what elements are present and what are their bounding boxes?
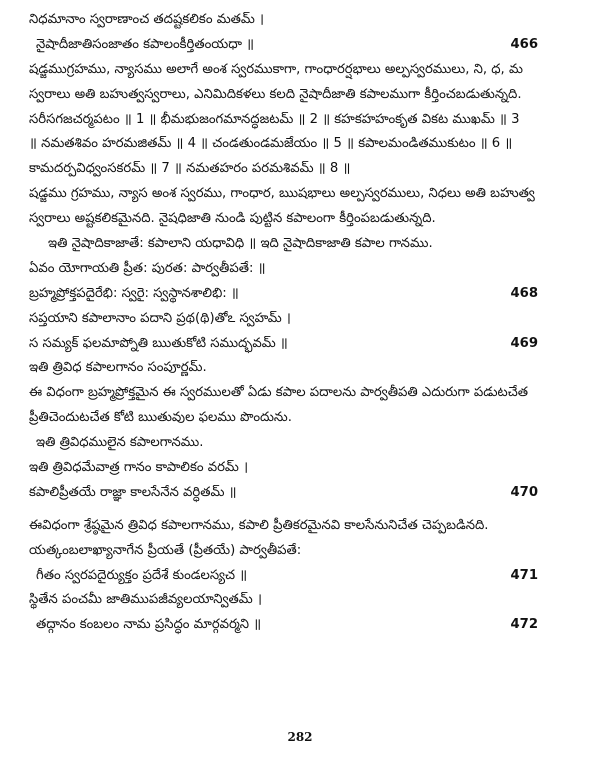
- verse-line: [0, 332, 600, 357]
- line-text: కామదర్పవిధ్వంసకరమ్ ॥ 7 ॥ నమతహరం పరమశివమ్ ॥ 8 ॥: [29, 161, 351, 177]
- line-text: సరీసగజచర్మపటం ॥ 1 ॥ భీమభుజంగమానద్ధజటమ్ ॥ 2 ॥ కహకహహంకృత వికట ముఖమ్ ॥ 3: [29, 111, 520, 127]
- text-line: [0, 157, 600, 182]
- text-line: [0, 381, 600, 406]
- verse-number: 469: [510, 335, 538, 351]
- verse-line: [0, 282, 600, 307]
- line-text: ఈ విధంగా బ్రహ్మప్రోక్తమైన ఈ స్వరములతో ఏడు కపాల పదాలను పార్వతీపతి ఎదురుగా పడుటచేత: [29, 385, 529, 401]
- text-line: [0, 207, 600, 232]
- line-text: ప్రీతిచెందుటచేత కోటి ఋతువుల ఫలము పొందును.: [29, 410, 292, 426]
- line-text: సప్తయాని కపాలానాం పదాని ప్రథ(థి)తోఽ స్వహమ్ ।: [29, 310, 291, 326]
- line-text: ॥ నమతశివం హరమజితమ్ ॥ 4 ॥ చండతుండమజేయం ॥ 5 ॥ కపాలమండితముకుటం ॥ 6 ॥: [29, 136, 513, 152]
- line-text: షడ్జముగ్రహము, న్యాసము అలాగే అంశ స్వరముకాగా, గాంధారర్షభాలు అల్పస్వరములు, ని, ధ, మ: [29, 61, 523, 77]
- line-text: ఇతి త్రివిధ కపాలగానం సంపూర్ణమ్.: [29, 360, 207, 376]
- line-text: ఇతి త్రివిధమేవాత్ర గానం కాపాలికం వరమ్ ।: [29, 460, 249, 476]
- line-text: ఈవిధంగా శ్రేష్ఠమైన త్రివిధ కపాలగానము, కపాలి ప్రీతికరమైనవి కాలసేనునిచేత చెప్పబడినది.: [29, 517, 489, 533]
- text-line: [0, 307, 600, 332]
- line-text: స్వరాలు అతి బహుత్వస్వరాలు, ఎనిమిదికళలు కలది నైషాదీజాతి కపాలముగా కీర్తించబడుతున్నది.: [29, 86, 522, 102]
- text-line: [0, 232, 600, 257]
- line-text: గీతం స్వరపదైర్యుక్తం ప్రదేశే కుండలస్యచ ॥: [36, 567, 248, 583]
- text-line: [0, 406, 600, 431]
- line-text: స సమ్యక్ ఫలమాప్నోతి ఋతుకోటి సముద్భవమ్ ॥: [29, 335, 288, 351]
- verse-number: 466: [510, 36, 538, 52]
- line-text: స్థితేన పంచమీ జాతిముపజీవ్యలయాన్వితమ్ ।: [29, 592, 262, 608]
- page-number: 282: [287, 730, 313, 744]
- line-text: నైషాదీజాతిసంజాతం కపాలంకీర్తితంయధా ॥: [36, 36, 255, 52]
- text-line: [0, 108, 600, 133]
- text-line: [0, 8, 600, 33]
- verse-line: [0, 33, 600, 58]
- text-line: [0, 58, 600, 83]
- line-text: నిధమానాం స్వరాణాంచ తదష్టకలికం మతమ్ ।: [29, 12, 265, 27]
- text-line: [0, 456, 600, 481]
- line-text: తద్గానం కంబలం నామ ప్రసిద్ధం మార్గవర్మని ॥: [36, 617, 262, 633]
- line-text: ఏవం యోగాయతి ప్రీత: పురత: పార్వతీపతే: ॥: [29, 260, 266, 276]
- line-text: కపాలిప్రీతయే రాజ్ఞా కాలసేనేన వర్ధితమ్ ॥: [29, 484, 237, 500]
- text-line: [0, 83, 600, 108]
- line-text: యత్కంబలాఖ్యానాగేన ప్రీయతే (ప్రీతయే) పార్వతీపతే:: [29, 542, 302, 558]
- line-text: స్వరాలు అష్టకలికమైనది. నైషధిజాతి నుండి పుట్టిన కపాలంగా కీర్తింపబడుతున్నది.: [29, 211, 436, 227]
- verse-number: 468: [510, 285, 538, 301]
- text-line: [0, 356, 600, 381]
- text-line: [0, 514, 600, 539]
- verse-line: [0, 481, 600, 506]
- text-body: [0, 8, 600, 638]
- text-line: [0, 588, 600, 613]
- verse-line: [0, 613, 600, 638]
- line-text: ఇతి నైషాదికాజాతే: కపాలాని యధావిధి ॥ ఇది నైషాదికాజాతి కపాల గానము.: [48, 236, 433, 252]
- verse-number: 470: [510, 484, 538, 500]
- verse-line: [0, 564, 600, 589]
- text-line: [0, 257, 600, 282]
- text-line: [0, 539, 600, 564]
- spacer: [0, 506, 600, 514]
- line-text: బ్రహ్మప్రోక్తపదైరేభి: స్వరై: స్వస్థానశాలిభి: ॥: [29, 285, 239, 301]
- text-line: [0, 132, 600, 157]
- line-text: ఇతి త్రివిధములైన కపాలగానము.: [36, 435, 204, 451]
- line-text: షడ్జము గ్రహము, న్యాస అంశ స్వరము, గాంధార, ఋషభాలు అల్పస్వరములు, నిధలు అతి బహుత్వ: [29, 186, 535, 202]
- verse-number: 472: [510, 617, 538, 633]
- text-line: [0, 182, 600, 207]
- verse-number: 471: [510, 567, 538, 583]
- text-line: [0, 431, 600, 456]
